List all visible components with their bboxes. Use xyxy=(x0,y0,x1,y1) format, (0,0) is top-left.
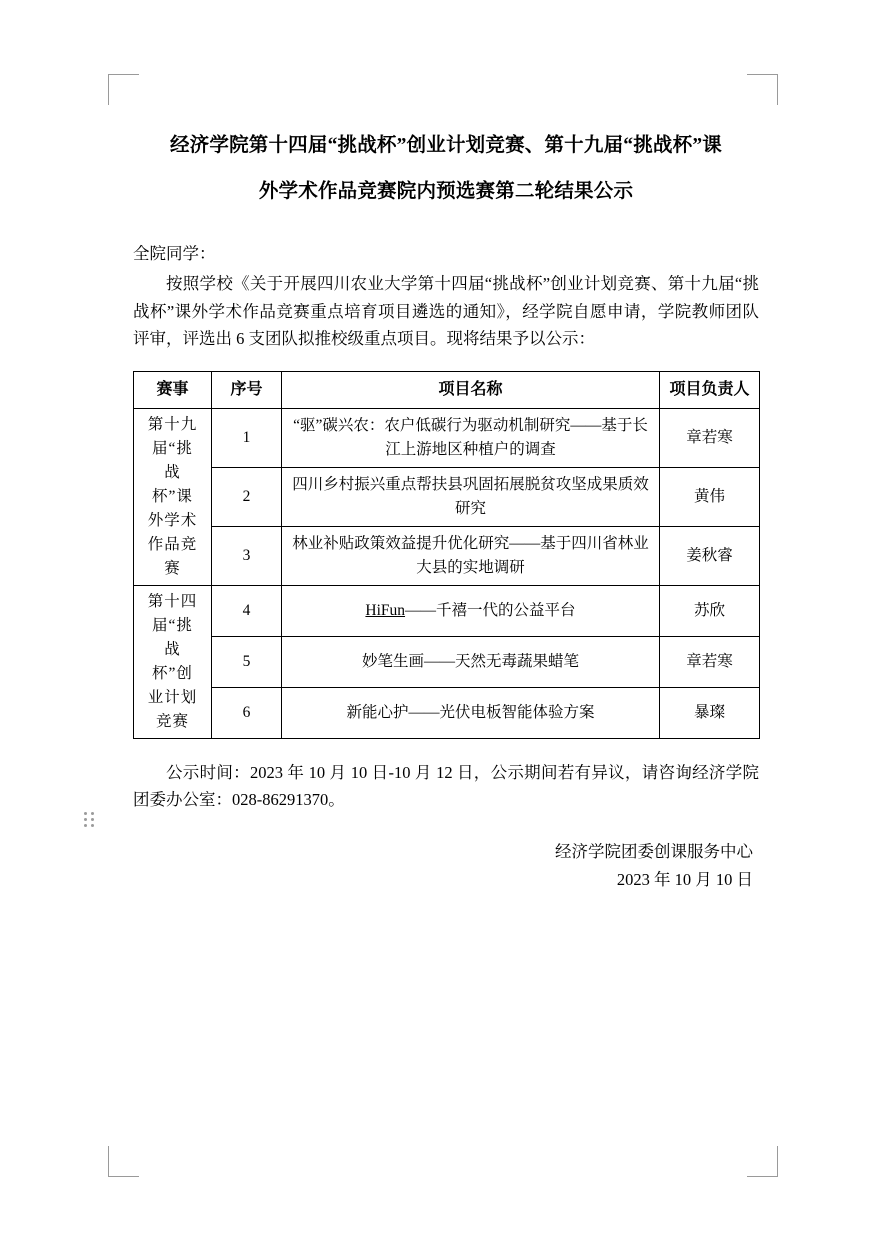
crop-mark-bottom-left xyxy=(108,1146,139,1177)
table-row xyxy=(134,585,760,636)
row-project-name: 妙笔生画——天然无毒蔬果蜡笔 xyxy=(282,636,660,687)
row-project-name: “驱”碳兴农：农户低碳行为驱动机制研究——基于长江上游地区种植户的调查 xyxy=(282,408,660,467)
column-header-project-name: 项目名称 xyxy=(282,371,660,408)
drag-handle-dots-icon[interactable] xyxy=(84,812,95,827)
row-leader: 黄伟 xyxy=(660,467,760,526)
table-row xyxy=(134,636,760,687)
row-no: 2 xyxy=(212,467,282,526)
table-row xyxy=(134,467,760,526)
row-leader: 章若寒 xyxy=(660,636,760,687)
row-no: 5 xyxy=(212,636,282,687)
row-no: 3 xyxy=(212,526,282,585)
notice-paragraph: 公示时间：2023 年 10 月 10 日-10 月 12 日，公示期间若有异议，请咨询经济学院团委办公室：028-86291370。 xyxy=(133,762,759,809)
intro-paragraph: 按照学校《关于开展四川农业大学第十四届“挑战杯”创业计划竞赛、第十九届“挑战杯”课外学术作品竞赛重点培育项目遴选的通知》，经学院自愿申请，学院教师团队评审，评选出 6 支团队拟推校级重点项目。现将结果予以公示： xyxy=(133,274,759,348)
column-header-leader: 项目负责人 xyxy=(660,371,760,408)
row-project-name: 新能心护——光伏电板智能体验方案 xyxy=(282,687,660,738)
row-no: 6 xyxy=(212,687,282,738)
crop-mark-top-right xyxy=(747,74,778,105)
row-project-name: 林业补贴政策效益提升优化研究——基于四川省林业大县的实地调研 xyxy=(282,526,660,585)
row-leader: 苏欣 xyxy=(660,585,760,636)
table-row xyxy=(134,408,760,467)
table-row xyxy=(134,687,760,738)
crop-mark-bottom-right xyxy=(747,1146,778,1177)
page-title-line-1: 经济学院第十四届“挑战杯”创业计划竞赛、第十九届“挑战杯”课 xyxy=(169,135,722,156)
signature-org: 经济学院团委创课服务中心 xyxy=(555,841,753,861)
row-project-name-underlined: HiFun xyxy=(365,601,406,619)
row-project-name-rest: ——千禧一代的公益平台 xyxy=(405,601,576,619)
table-row xyxy=(134,526,760,585)
column-header-no: 序号 xyxy=(212,371,282,408)
document-content xyxy=(133,128,759,894)
row-project-name: 四川乡村振兴重点帮扶县巩固拓展脱贫攻坚成果质效研究 xyxy=(282,467,660,526)
results-table xyxy=(133,371,760,739)
row-leader: 章若寒 xyxy=(660,408,760,467)
row-leader: 姜秋睿 xyxy=(660,526,760,585)
column-header-event: 赛事 xyxy=(134,371,212,408)
table-header-row xyxy=(134,371,760,408)
page-title xyxy=(133,128,759,210)
event-group-cell: 第十九届“挑战杯”课外学术作品竞赛 xyxy=(134,408,212,585)
row-no: 1 xyxy=(212,408,282,467)
row-no: 4 xyxy=(212,585,282,636)
salutation: 全院同学： xyxy=(133,244,216,263)
crop-mark-top-left xyxy=(108,74,139,105)
signature-date: 2023 年 10 月 10 日 xyxy=(616,869,753,889)
row-project-name xyxy=(282,585,660,636)
row-leader: 暴璨 xyxy=(660,687,760,738)
signature-block xyxy=(133,838,759,894)
page-title-line-2: 外学术作品竞赛院内预选赛第二轮结果公示 xyxy=(258,181,634,202)
event-group-cell: 第十四届“挑战杯”创业计划竞赛 xyxy=(134,585,212,738)
